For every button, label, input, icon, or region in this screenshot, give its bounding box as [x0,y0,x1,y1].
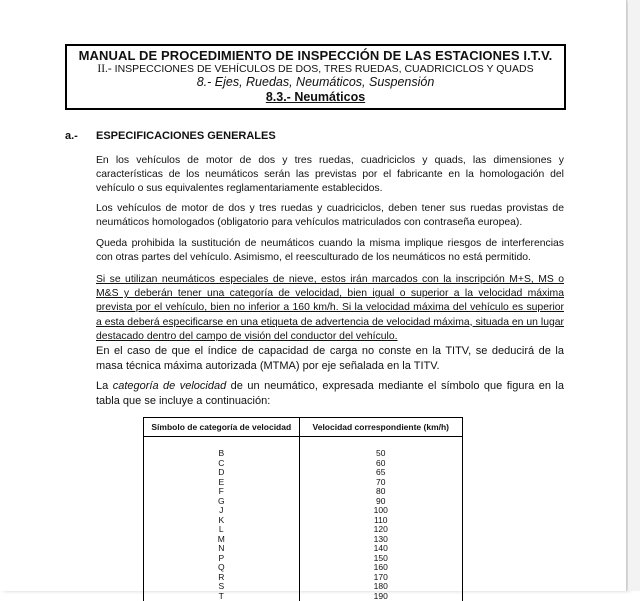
table-row [144,592,463,601]
paragraph-load-index: En el caso de que el índice de capacidad de carga no conste en la TITV, se deducirá de la masa técnica máxima autorizada (MTMA) por eje señalada en la TITV. [96,344,564,374]
speed-symbol-cell: S [144,582,300,592]
paragraph-speed-category [96,379,564,409]
speed-value-cell: 150 [299,554,462,564]
chapter-heading: 8.- Ejes, Ruedas, Neumáticos, Suspensión [67,75,564,89]
speed-value-cell: 65 [299,468,462,478]
viewer-scroll-gutter [628,0,640,591]
table-row [144,497,463,507]
table-header-symbol: Símbolo de categoría de velocidad [144,418,300,437]
speed-value-cell: 70 [299,478,462,488]
table-row [144,506,463,516]
speed-symbol-cell: C [144,459,300,469]
speed-symbol-cell: T [144,592,300,601]
table-header-speed: Velocidad correspondiente (km/h) [299,418,462,437]
table-row [144,573,463,583]
table-row [144,563,463,573]
speed-symbol-cell: L [144,525,300,535]
section-roman: II.- [97,63,111,75]
table-row [144,516,463,526]
speed-value-cell: 160 [299,563,462,573]
table-row [144,487,463,497]
speed-symbol-cell: F [144,487,300,497]
speed-value-cell: 60 [299,459,462,469]
speed-value-cell: 90 [299,497,462,507]
speed-symbol-cell: N [144,544,300,554]
table-row [144,525,463,535]
speed-value-cell: 190 [299,592,462,601]
table-header-row [144,418,463,437]
paragraph-dimensions: En los vehículos de motor de dos y tres ruedas, cuadriciclos y quads, las dimensiones y características de los neumáticos serán las previstas por el fabricante en la homologación del vehículo o sus equivalentes reglamentariamente establecidos. [96,154,564,197]
subchapter-heading: 8.3.- Neumáticos [67,90,564,104]
section-heading-text: INSPECCIONES DE VEHÍCULOS DE DOS, TRES RUEDAS, CUADRICICLOS Y QUADS [115,63,534,75]
paragraph-homologated: Los vehículos de motor de dos y tres ruedas y cuadriciclos, deben tener sus ruedas provistas de neumáticos homologados (obligatorio para vehículos matriculados con contraseña europea). [96,202,564,230]
section-letter: a.- [65,130,78,142]
speed-value-cell: 180 [299,582,462,592]
speed-symbol-cell: G [144,497,300,507]
speed-value-cell: 120 [299,525,462,535]
section-title: ESPECIFICACIONES GENERALES [96,130,276,142]
speed-value-cell: 80 [299,487,462,497]
speed-symbol-cell: E [144,478,300,488]
paragraph-prohibition: Queda prohibida la sustitución de neumáticos cuando la misma implique riesgos de interferencias con otras partes del vehículo. Asimismo, el reesculturado de los neumáticos no está permitido. [96,237,564,265]
table-row [144,535,463,545]
speed-category-table [143,417,463,601]
speed-category-prefix: La [96,380,113,392]
speed-symbol-cell: Q [144,563,300,573]
table-row [144,468,463,478]
table-row [144,582,463,592]
speed-value-cell: 100 [299,506,462,516]
table-row [144,478,463,488]
manual-title: MANUAL DE PROCEDIMIENTO DE INSPECCIÓN DE LAS ESTACIONES I.T.V. [67,48,564,63]
speed-symbol-cell: P [144,554,300,564]
speed-value-cell: 140 [299,544,462,554]
table-row [144,544,463,554]
section-heading [67,63,564,75]
speed-category-term: categoría de velocidad [113,380,227,392]
speed-value-cell: 110 [299,516,462,526]
speed-symbol-cell: J [144,506,300,516]
speed-value-cell: 130 [299,535,462,545]
speed-value-cell: 50 [299,437,462,459]
speed-symbol-cell: M [144,535,300,545]
speed-symbol-cell: K [144,516,300,526]
document-header [65,44,566,110]
table-row [144,437,463,459]
speed-symbol-cell: D [144,468,300,478]
speed-value-cell: 170 [299,573,462,583]
table-row [144,554,463,564]
paragraph-snow-tyres: Si se utilizan neumáticos especiales de nieve, estos irán marcados con la inscripción M+S, MS o M&S y deberán tener una categoría de velocidad, bien igual o superior a la velocidad máxima prevista por el vehículo, bien no inferior a 160 km/h. Si la velocidad máxima del vehículo es superior a esta deberá especificarse en una etiqueta de advertencia de velocidad máxima, situada en un lugar destacado dentro del campo de visión del conductor del vehículo. [96,273,564,344]
speed-category-suffix: de un neumático, expresada mediante el símbolo que figura en la tabla que se incluye a continuación: [96,380,564,407]
table-row [144,459,463,469]
speed-symbol-cell: B [144,437,300,459]
speed-symbol-cell: R [144,573,300,583]
